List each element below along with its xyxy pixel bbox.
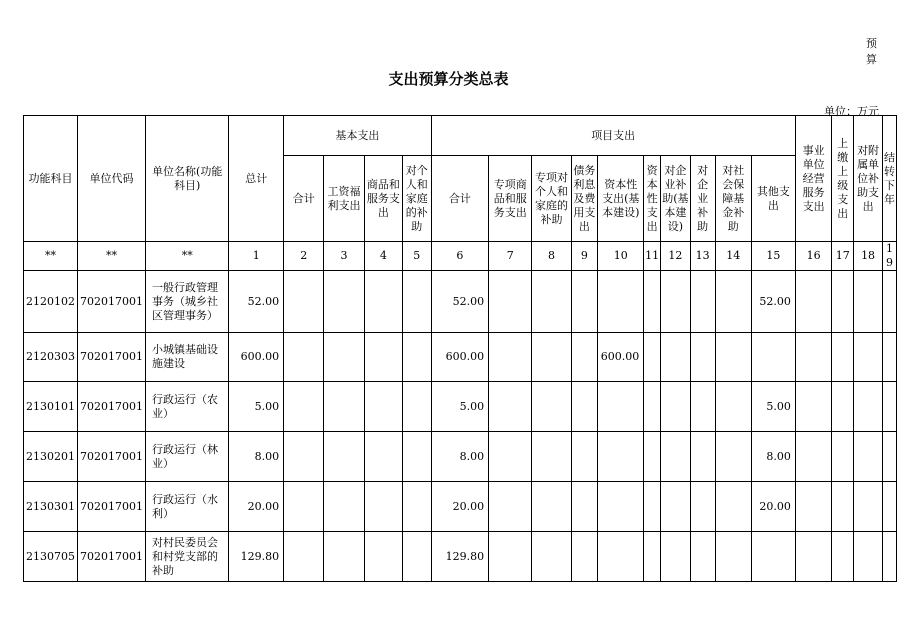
subsidiary-cell [854,382,883,432]
header-carry: 结转下年 [882,116,896,242]
biz-ops-cell [795,333,831,382]
index-cell: 7 [489,242,532,271]
proj-social-cell [715,432,751,482]
proj-social-cell [715,271,751,333]
subsidiary-cell [854,482,883,532]
unit-name-cell: 行政运行（水利） [146,482,229,532]
index-cell: 19 [882,242,896,271]
basic-total-cell [284,532,324,582]
index-cell: 16 [795,242,831,271]
upper-cell [832,432,854,482]
index-cell: 1 [229,242,284,271]
proj-capital2-cell [644,532,661,582]
header-proj-debt: 债务利息及费用支出 [571,156,598,242]
basic-goods-cell [364,382,402,432]
corner-note: 预算 [866,37,877,66]
header-proj-capital: 资本性支出(基本建设) [598,156,644,242]
index-cell: 11 [644,242,661,271]
basic-personal-cell [402,532,431,582]
index-cell: 10 [598,242,644,271]
page-title: 支出预算分类总表 [388,70,509,88]
proj-total-cell: 600.00 [431,333,489,382]
proj-total-cell: 52.00 [431,271,489,333]
func-code-cell: 2120102 [24,271,78,333]
proj-debt-cell [571,333,598,382]
unit-code-cell: 702017001 [78,382,146,432]
proj-goods-cell [489,271,532,333]
proj-social-cell [715,382,751,432]
func-code-cell: 2130705 [24,532,78,582]
proj-capital2-cell [644,333,661,382]
func-code-cell: 2130201 [24,432,78,482]
basic-wage-cell [324,382,364,432]
subsidiary-cell [854,271,883,333]
proj-ent-sub-cell [661,333,691,382]
upper-cell [832,482,854,532]
proj-goods-cell [489,333,532,382]
index-cell: 3 [324,242,364,271]
basic-personal-cell [402,333,431,382]
proj-debt-cell [571,532,598,582]
header-proj-ent: 对企业补助 [690,156,715,242]
index-cell: ** [78,242,146,271]
proj-ent-cell [690,482,715,532]
header-total: 总计 [229,116,284,242]
header-proj-ent-sub: 对企业补助(基本建设) [661,156,691,242]
upper-cell [832,382,854,432]
header-basic-personal: 对个人和家庭的补助 [402,156,431,242]
proj-personal-cell [532,271,571,333]
basic-goods-cell [364,333,402,382]
proj-other-cell: 5.00 [752,382,796,432]
basic-goods-cell [364,432,402,482]
proj-ent-sub-cell [661,271,691,333]
biz-ops-cell [795,482,831,532]
basic-personal-cell [402,271,431,333]
proj-ent-cell [690,382,715,432]
proj-total-cell: 129.80 [431,532,489,582]
func-code-cell: 2130301 [24,482,78,532]
proj-total-cell: 20.00 [431,482,489,532]
proj-ent-cell [690,532,715,582]
unit-name-cell: 行政运行（农业） [146,382,229,432]
total-cell: 20.00 [229,482,284,532]
carry-cell [882,333,896,382]
proj-other-cell: 20.00 [752,482,796,532]
proj-other-cell: 8.00 [752,432,796,482]
header-proj-personal: 专项对个人和家庭的补助 [532,156,571,242]
basic-wage-cell [324,482,364,532]
proj-capital2-cell [644,382,661,432]
proj-social-cell [715,333,751,382]
proj-capital-cell: 600.00 [598,333,644,382]
proj-personal-cell [532,432,571,482]
index-cell: 4 [364,242,402,271]
proj-capital2-cell [644,482,661,532]
proj-ent-cell [690,333,715,382]
index-row [24,242,897,271]
proj-debt-cell [571,432,598,482]
header-basic-wage: 工资福利支出 [324,156,364,242]
header-proj-goods: 专项商品和服务支出 [489,156,532,242]
basic-wage-cell [324,532,364,582]
biz-ops-cell [795,532,831,582]
carry-cell [882,432,896,482]
carry-cell [882,532,896,582]
index-cell: 9 [571,242,598,271]
basic-goods-cell [364,482,402,532]
budget-table [23,115,897,582]
header-proj-total: 合计 [431,156,489,242]
header-basic-goods: 商品和服务支出 [364,156,402,242]
basic-total-cell [284,432,324,482]
carry-cell [882,482,896,532]
proj-other-cell [752,333,796,382]
func-code-cell: 2120303 [24,333,78,382]
proj-ent-sub-cell [661,432,691,482]
proj-debt-cell [571,271,598,333]
proj-debt-cell [571,482,598,532]
index-cell: 6 [431,242,489,271]
header-biz-ops: 事业单位经营服务支出 [795,116,831,242]
subsidiary-cell [854,532,883,582]
proj-social-cell [715,482,751,532]
carry-cell [882,382,896,432]
proj-goods-cell [489,432,532,482]
unit-name-cell: 小城镇基础设施建设 [146,333,229,382]
proj-capital-cell [598,432,644,482]
index-cell: 13 [690,242,715,271]
index-cell: 17 [832,242,854,271]
basic-total-cell [284,271,324,333]
biz-ops-cell [795,432,831,482]
unit-label: 单位：万元 [824,105,879,118]
biz-ops-cell [795,271,831,333]
proj-debt-cell [571,382,598,432]
carry-cell [882,271,896,333]
index-cell: 14 [715,242,751,271]
proj-total-cell: 5.00 [431,382,489,432]
basic-total-cell [284,333,324,382]
proj-ent-sub-cell [661,382,691,432]
basic-personal-cell [402,482,431,532]
index-cell: ** [24,242,78,271]
proj-capital-cell [598,382,644,432]
header-proj-capital2: 资本性支出 [644,156,661,242]
index-cell: 18 [854,242,883,271]
proj-ent-cell [690,432,715,482]
upper-cell [832,333,854,382]
proj-personal-cell [532,333,571,382]
header-proj-other: 其他支出 [752,156,796,242]
proj-total-cell: 8.00 [431,432,489,482]
table-row [24,532,897,582]
index-cell: 12 [661,242,691,271]
total-cell: 600.00 [229,333,284,382]
proj-other-cell [752,532,796,582]
proj-social-cell [715,532,751,582]
index-cell: 5 [402,242,431,271]
basic-personal-cell [402,382,431,432]
proj-capital-cell [598,482,644,532]
proj-ent-sub-cell [661,532,691,582]
proj-personal-cell [532,382,571,432]
unit-name-cell: 一般行政管理事务（城乡社区管理事务） [146,271,229,333]
proj-goods-cell [489,482,532,532]
index-cell: ** [146,242,229,271]
unit-name-cell: 对村民委员会和村党支部的补助 [146,532,229,582]
proj-capital2-cell [644,271,661,333]
header-func-subject: 功能科目 [24,116,78,242]
upper-cell [832,532,854,582]
func-code-cell: 2130101 [24,382,78,432]
biz-ops-cell [795,382,831,432]
proj-personal-cell [532,482,571,532]
proj-other-cell: 52.00 [752,271,796,333]
proj-ent-cell [690,271,715,333]
header-basic-total: 合计 [284,156,324,242]
table-row [24,482,897,532]
header-unit-name: 单位名称(功能科目) [146,116,229,242]
table-row [24,432,897,482]
basic-goods-cell [364,532,402,582]
basic-total-cell [284,482,324,532]
unit-code-cell: 702017001 [78,432,146,482]
total-cell: 5.00 [229,382,284,432]
unit-name-cell: 行政运行（林业） [146,432,229,482]
proj-capital-cell [598,532,644,582]
header-project: 项目支出 [431,116,795,156]
proj-goods-cell [489,532,532,582]
header-proj-social: 对社会保障基金补助 [715,156,751,242]
data-rows [24,271,897,582]
subsidiary-cell [854,333,883,382]
unit-code-cell: 702017001 [78,482,146,532]
index-cell: 8 [532,242,571,271]
upper-cell [832,271,854,333]
header-upper: 上缴上级支出 [832,116,854,242]
proj-capital-cell [598,271,644,333]
proj-personal-cell [532,532,571,582]
basic-wage-cell [324,271,364,333]
basic-personal-cell [402,432,431,482]
total-cell: 8.00 [229,432,284,482]
subsidiary-cell [854,432,883,482]
table-row [24,271,897,333]
table-row [24,382,897,432]
header-subsidiary: 对附属单位补助支出 [854,116,883,242]
basic-wage-cell [324,432,364,482]
basic-wage-cell [324,333,364,382]
header-basic: 基本支出 [284,116,431,156]
proj-goods-cell [489,382,532,432]
proj-capital2-cell [644,432,661,482]
index-cell: 15 [752,242,796,271]
unit-code-cell: 702017001 [78,271,146,333]
proj-ent-sub-cell [661,482,691,532]
header-unit-code: 单位代码 [78,116,146,242]
unit-code-cell: 702017001 [78,532,146,582]
total-cell: 129.80 [229,532,284,582]
index-cell: 2 [284,242,324,271]
basic-total-cell [284,382,324,432]
table-row [24,333,897,382]
basic-goods-cell [364,271,402,333]
total-cell: 52.00 [229,271,284,333]
unit-code-cell: 702017001 [78,333,146,382]
